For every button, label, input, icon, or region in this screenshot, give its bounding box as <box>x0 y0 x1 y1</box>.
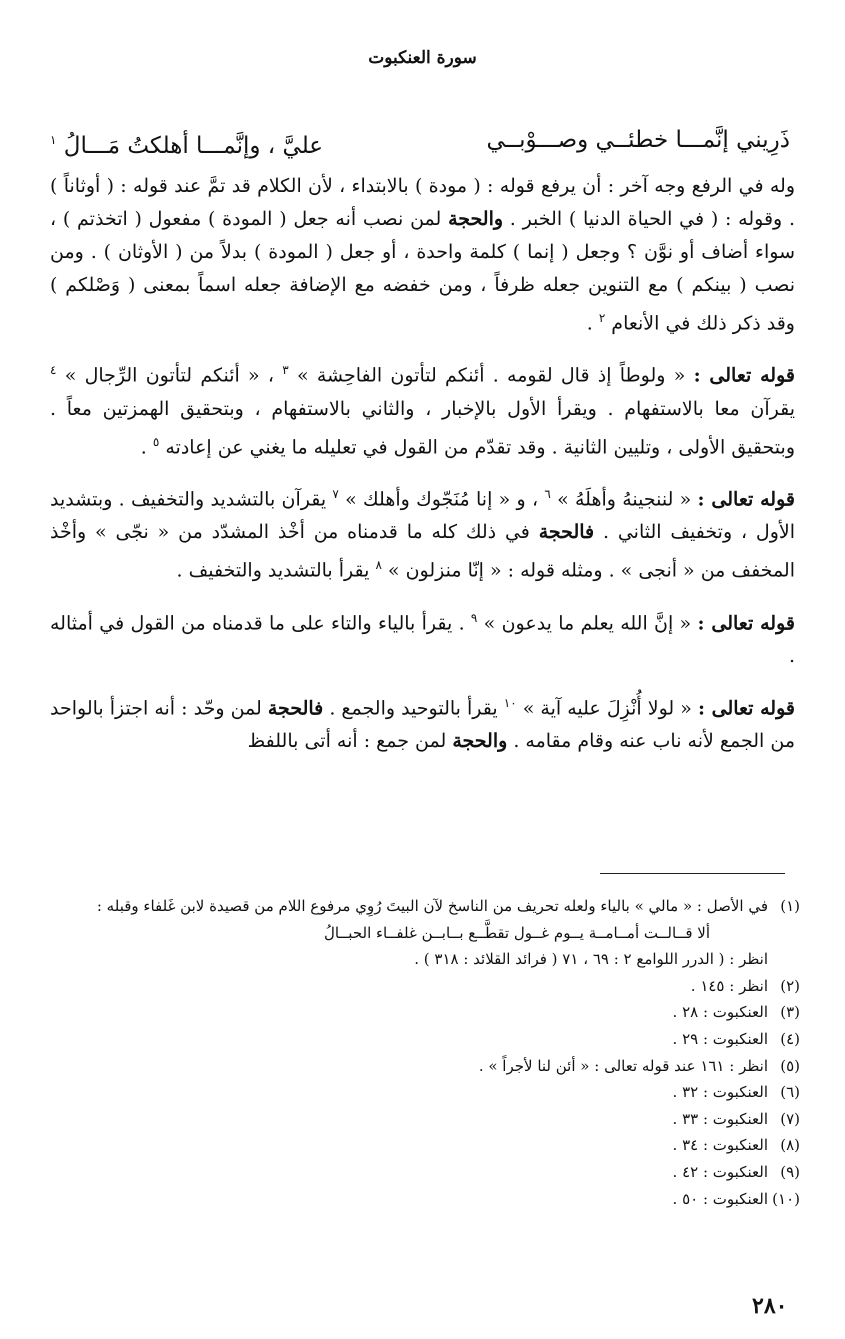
footnote <box>40 1079 800 1106</box>
footnote-text: العنكبوت : ٤٢ . <box>672 1162 768 1181</box>
footnote <box>40 999 800 1026</box>
text-run: لمن نصب أنه جعل ( المودة ) مفعول ( اتخذتم ) ، سواء أضاف أو نوَّن ؟ وجعل ( إنما ) كلمة واحدة ، أو جعل ( المودة ) بدلاً من ( الأوثان ) . ومن نصب ( بينكم ) مع التنوين جعله ظرفاً ، ومن خفضه مع الإضافة جعله اسماً بمعنى ( وَصْلكم ) وقد ذكر ذلك في الأنعام <box>50 208 795 335</box>
footnote-text: انظر : ١٦١ عند قوله تعالى : « أئن لنا لأجراً » . <box>478 1056 768 1075</box>
footnote-ref: ٥ <box>152 434 160 449</box>
text-run: يقرآن معا بالاستفهام . ويقرأ الأول بالإخبار ، والثاني بالاستفهام ، وبتحقيق الهمزتين معاً . وبتحقيق الأولى ، وتليين الثانية . وقد تقدّم من القول في تعليله ما يغني عن إعادته <box>50 397 795 458</box>
footnote-text: العنكبوت : ٣٤ . <box>672 1136 768 1155</box>
paragraph <box>50 478 795 588</box>
footnote-text: العنكبوت : ٢٨ . <box>672 1003 768 1022</box>
text-run: « إنَّ الله يعلم ما يدعون » <box>477 611 698 634</box>
text-run: ، و « إنا مُنَجّوك وأهلك » <box>338 488 545 511</box>
footnotes <box>40 893 800 1212</box>
keyword: فالحجة <box>538 521 595 544</box>
footnote-divider <box>600 873 785 874</box>
text-run: يقرأ بالتشديد والتخفيف . <box>176 559 376 582</box>
footnote-text: العنكبوت : ٥٠ . <box>672 1189 768 1208</box>
keyword: فالحجة <box>267 697 324 720</box>
verse-hemistich-first: ذَرِيني إنَّمـــا خطئــي وصـــوْبــي <box>486 127 790 153</box>
text-run: . يقرأ بالياء والتاء على ما قدمناه من القول في أمثاله . <box>50 611 795 667</box>
paragraph <box>50 170 795 340</box>
footnote-ref: ٦ <box>544 486 551 501</box>
text-run: لمن وحّد : أنه اجتزأ بالواحد من الجمع لأنه ناب عنه وقام مقامه . <box>50 697 795 753</box>
footnote-text: انظر : ( الدرر اللوامع ٢ : ٦٩ ، ٧١ ( فرائد القلائد : ٣١٨ ) . <box>414 950 768 969</box>
footnote-ref: ٤ <box>50 363 57 378</box>
keyword: والحجة <box>452 730 508 753</box>
footnote-number: (٣) <box>780 1003 800 1022</box>
running-head: سورة العنكبوت <box>368 48 477 68</box>
footnote <box>40 1106 800 1133</box>
footnote-text: ألا قــالــت أمــامــة يــوم غــول تقطَّــع بــابــن غلفــاء الحبــالُ <box>324 923 710 942</box>
keyword: والحجة <box>448 208 504 230</box>
footnote-text: العنكبوت : ٢٩ . <box>672 1029 768 1048</box>
text-run: في ذلك كله ما قدمناه من أخْذ المشدّد من « نجّى » وأخْذ المخفف من « أنجى » . ومثله قوله : « إنّا منزلون » <box>50 521 795 582</box>
footnote-text: انظر : ١٤٥ . <box>690 976 768 995</box>
footnote <box>40 1186 800 1213</box>
footnote <box>40 973 800 1000</box>
footnote-number: (٦) <box>780 1083 800 1102</box>
footnote-ref: ١٠ <box>503 695 517 710</box>
paragraph-lead: قوله تعالى : <box>697 697 795 720</box>
footnote <box>40 893 800 920</box>
footnote-number: (٩) <box>780 1162 800 1181</box>
footnote-text: العنكبوت : ٣٢ . <box>672 1083 768 1102</box>
paragraph <box>50 687 795 758</box>
footnote-text: في الأصل : « مالي » بالياء ولعله تحريف من الناسخ لآن البيتَ رُوِي مرفوع اللام من قصيدة لابن غَلفاء وقبله : <box>96 897 768 915</box>
paragraph-lead: قوله تعالى : <box>693 364 795 387</box>
text-run: لمن جمع : أنه أتى باللفظ <box>247 730 453 753</box>
paragraph-lead: قوله تعالى : <box>697 611 795 634</box>
footnote-number: (١٠) <box>772 1189 800 1208</box>
footnote-number: (٢) <box>780 976 800 995</box>
paragraph <box>50 354 795 464</box>
footnote-number: (٧) <box>780 1109 800 1128</box>
footnote-number: (٨) <box>780 1136 800 1155</box>
text-run: « ولوطاً إذ قال لقومه . أئنكم لتأتون الفاحِشة » <box>288 364 694 387</box>
footnote <box>40 946 800 973</box>
footnote-number: (٥) <box>780 1056 800 1075</box>
text-run: ، « أئنكم لتأتون الرِّجال » <box>56 364 283 387</box>
footnote-number: (٤) <box>780 1029 800 1048</box>
footnote-ref: ٢ <box>598 311 606 325</box>
footnote-ref: ٧ <box>332 486 339 501</box>
footnote-ref: ٣ <box>282 363 289 378</box>
footnote-ref: ٩ <box>470 610 478 625</box>
footnote <box>40 1026 800 1053</box>
text-run: « لولا أُنْزِلَ عليه آية » <box>516 697 698 720</box>
footnote-ref: ١ <box>50 133 57 147</box>
footnote <box>40 920 800 947</box>
main-text <box>50 170 795 772</box>
page-number: ٢٨٠ <box>752 1293 788 1319</box>
text-run: يقرأ بالتوحيد والجمع . <box>323 697 504 720</box>
text-run: وله في الرفع وجه آخر : أن يرفع قوله : ( مودة ) بالابتداء ، لأن الكلام قد تمَّ عند قوله : ( أوثاناً ) . وقوله : ( في الحياة الدنيا ) الخبر . <box>50 175 795 230</box>
text-run: « لننجينهُ وأهلَهُ » <box>550 488 698 511</box>
footnote-text: العنكبوت : ٣٣ . <box>672 1109 768 1128</box>
footnote-number: (١) <box>780 897 800 915</box>
footnote <box>40 1159 800 1186</box>
footnote-ref: ٨ <box>375 558 382 573</box>
footnote <box>40 1053 800 1080</box>
text-run: يقرآن بالتشديد والتخفيف . وبتشديد الأول ، وتخفيف الثاني . <box>50 488 796 544</box>
text-run: . <box>586 312 599 335</box>
verse-hemistich-second: عليَّ ، وإنَّمـــا أهلكتُ مَـــالُ $^١$ <box>50 132 324 159</box>
paragraph <box>50 602 795 673</box>
text-run: . <box>140 435 153 458</box>
paragraph-lead: قوله تعالى : <box>697 488 795 511</box>
footnote <box>40 1132 800 1159</box>
